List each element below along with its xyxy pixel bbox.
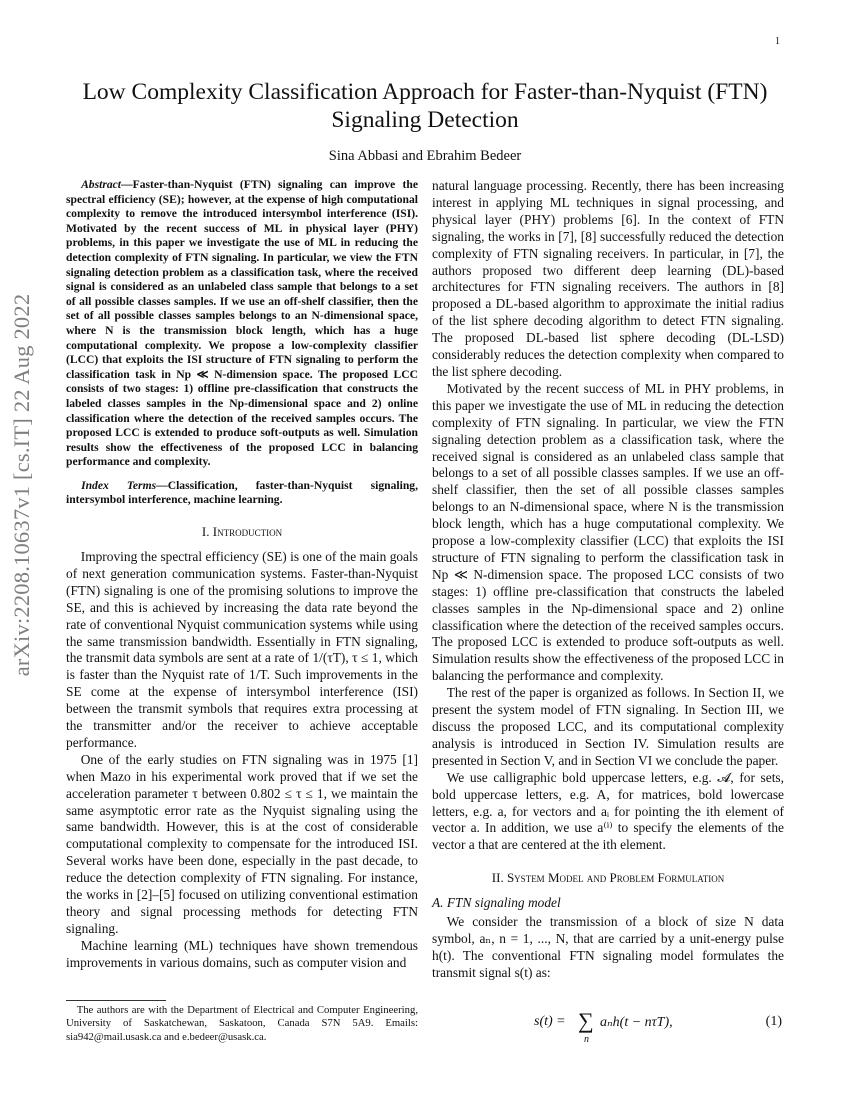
index-terms-text: —Classification, faster-than-Nyquist signaling, intersymbol interference, machine learning. <box>66 478 418 507</box>
summation-index: n <box>584 1034 589 1045</box>
intro-paragraph-2: One of the early studies on FTN signaling was in 1975 [1] when Mazo in his experimental work proved that if we set the acceleration parameter τ between 0.802 ≤ τ ≤ 1, we maintain the same asymptotic error rate as the Nyquist signaling using the same bandwidth. However, this is at the cost of considerable computational complexity to compensate for the introduced ISI. Several works have been done, especially in the past decade, to reduce the detection complexity of FTN signaling. For instance, the works in [2]–[5] focused on utilizing conventional estimation theory and signal processing methods for detecting FTN signaling. <box>66 751 418 936</box>
section-2-heading: II. System Model and Problem Formulation <box>491 870 725 886</box>
right-paragraph-4: We use calligraphic bold uppercase letters, e.g. 𝓐, for sets, bold uppercase letters, e.g. A, for matrices, bold lowercase letters, e.g. a, for vectors and aᵢ for pointing the ith element of vector a. In addition, we use a⁽ⁱ⁾ to specify the elements of the vector a that are centered at the ith element. <box>432 769 784 853</box>
footnote <box>66 1000 418 1044</box>
right-paragraph-3: The rest of the paper is organized as follows. In Section II, we present the system model of FTN signaling. In Section III, we discuss the proposed LCC, and its computational complexity analysis is introduced in Section IV. Simulation results are presented in Section V, and in Section VI we conclude the paper. <box>432 685 784 768</box>
left-column <box>66 178 418 972</box>
title-line-2: Signaling Detection <box>331 107 519 133</box>
arxiv-stamp <box>2 275 42 695</box>
right-column <box>432 178 784 982</box>
paper-title <box>70 78 780 134</box>
subsection-a-heading: A. FTN signaling model <box>432 895 561 911</box>
equation-number: (1) <box>765 1014 782 1029</box>
index-terms-label: Index Terms <box>81 478 157 492</box>
arxiv-stamp-text: arXiv:2208.10637v1 [cs.IT] 22 Aug 2022 <box>9 293 34 677</box>
footnote-rule <box>66 1000 166 1001</box>
equation-lhs: s(t) = <box>534 1014 566 1029</box>
section-1-heading: I. Introduction <box>201 524 283 540</box>
index-terms <box>66 479 418 508</box>
equation-1 <box>432 1010 784 1052</box>
section-2-paragraph: We consider the transmission of a block of size N data symbol, aₙ, n = 1, ..., N, that are carried by a unit-energy pulse h(t). The conventional FTN signaling model formulates the transmit signal s(t) as: <box>432 914 784 980</box>
abstract-text: —Faster-than-Nyquist (FTN) signaling can improve the spectral efficiency (SE); however, at the expense of high computational complexity to remove the introduced intersymbol interference (ISI). Motivated by the recent success of ML in physical layer (PHY) problems, in this paper we investigate the use of ML in reducing the detection complexity of FTN signaling. In particular, we view the FTN signaling detection problem as a classification task, where the received signal is considered as an unlabeled class sample that belongs to a set of all possible classes samples. If we use an off-shelf classifier, then the set of all possible classes samples belongs to an N-dimensional space, where N is the transmission block length, which has a huge computational complexity. We propose a low-complexity classifier (LCC) that exploits the ISI structure of FTN signaling to perform the classification task in Np ≪ N-dimension space. The proposed LCC consists of two stages: 1) offline pre-classification that constructs the labeled classes samples in the Np-dimensional space and 2) online classification where the detection of the received samples occurs. The proposed LCC is extended to produce soft-outputs as well. Simulation results show the effectiveness of the proposed LCC in balancing performance and complexity. <box>66 178 418 469</box>
equation-rhs: aₙh(t − nτT), <box>600 1015 673 1030</box>
authors: Sina Abbasi and Ebrahim Bedeer <box>328 148 522 164</box>
page-number: 1 <box>775 36 780 47</box>
intro-paragraph-3: Machine learning (ML) techniques have shown tremendous improvements in various domains, such as computer vision and <box>66 937 418 970</box>
abstract <box>66 178 418 470</box>
right-paragraph-1: natural language processing. Recently, there has been increasing interest in applying ML techniques in signal processing, and physical layer (PHY) problems [6]. In the context of FTN signaling, the works in [7], [8] successfully reduced the detection complexity of FTN signaling receivers. In particular, in [7], the authors proposed two different deep learning (DL)-based architectures for FTN signaling receivers. The authors in [8] proposed a DL-based algorithm to approximate the initial radius of the list sphere decoding algorithm to detect FTN signaling. The proposed DL-based list sphere decoding (DL-LSD) considerably reduces the detection complexity when compared to the list sphere decoding. <box>432 178 784 379</box>
right-paragraph-2: Motivated by the recent success of ML in PHY problems, in this paper we investigate the use of ML in reducing the detection complexity of FTN signaling. In particular, we view the FTN signaling detection problem as a classification task, where the received signal is considered as an unlabeled class sample that belongs to a set of all possible classes samples. If we use an off-shelf classifier, then the set of all possible classes samples belongs to an N-dimensional space, where N is the transmission block length, which has a huge computational complexity. We propose a low-complexity classifier (LCC) that exploits the ISI structure of FTN signaling to perform the classification task in Np ≪ N-dimension space. The proposed LCC consists of two stages: 1) offline pre-classification that constructs the labeled classes samples in the Np-dimensional space and 2) online classification where the detection of the received samples occurs. The proposed LCC is extended to produce soft-outputs as well. Simulation results show the effectiveness of the proposed LCC in balancing the performance and complexity. <box>432 380 784 684</box>
title-line-1: Low Complexity Classification Approach for Faster-than-Nyquist (FTN) <box>82 79 768 105</box>
intro-paragraph-1: Improving the spectral efficiency (SE) is one of the main goals of next generation communication systems. Faster-than-Nyquist (FTN) signaling is one of the promising solutions to improve the SE, and this is achieved by increasing the data rate beyond the rate of conventional Nyquist communication systems while using the same transmission bandwidth. Essentially in FTN signaling, the transmit data symbols are sent at a rate of 1/(τT), τ ≤ 1, which is faster than the Nyquist rate of 1/T. Such improvements in the SE come at the expense of intersymbol interference (ISI) between the transmit symbols that requires extra processing at the transmitter and/or the receiver to achieve acceptable performance. <box>66 548 418 750</box>
abstract-label: Abstract <box>81 178 122 191</box>
summation-symbol: ∑ <box>578 1008 594 1033</box>
footnote-text: The authors are with the Department of Electrical and Computer Engineering, University of Saskatchewan, Saskatoon, Canada S7N 5A9. Emails: sia942@mail.usask.ca and e.bedeer@usask.ca. <box>66 1004 418 1043</box>
